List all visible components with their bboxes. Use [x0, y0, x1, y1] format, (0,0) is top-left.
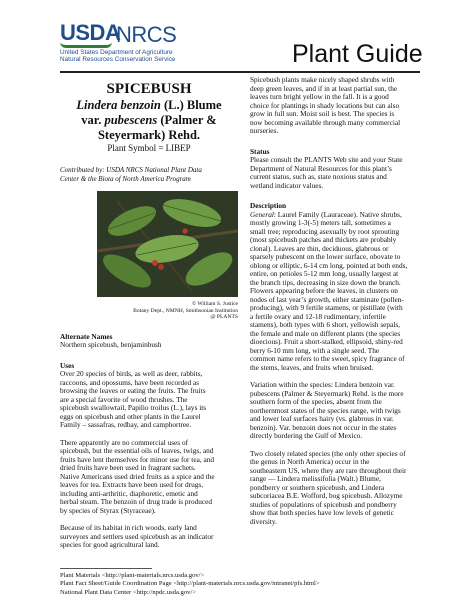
status-heading: Status: [250, 146, 270, 156]
footer-link-plant-materials[interactable]: Plant Materials <http://plant-materials.nrcs.usda.gov/>: [60, 572, 205, 579]
usda-logo-text: USDA: [60, 20, 121, 45]
contributor-note: Contributed by: USDA NRCS National Plant Data Center & the Biota of North America Program: [60, 166, 202, 183]
species-title-block: [60, 80, 238, 154]
alternate-names-text: Northern spicebush, benjaminbush: [60, 340, 162, 350]
department-text: United States Department of Agriculture Natural Resources Conservation Service: [60, 49, 176, 64]
footer-link-coordination-page[interactable]: Plant Fact Sheet/Guide Coordination Page <http://plant-materials.nrcs.usda.gov/intranet/pfs.html>: [60, 580, 320, 588]
status-paragraph: Please consult the PLANTS Web site and your State Department of Natural Resources for this plant’s current status, such as, state noxious status and wetland indicator values.: [250, 155, 403, 190]
page-header: [0, 0, 474, 72]
description-heading: Description: [250, 201, 287, 210]
common-name: SPICEBUSH: [106, 81, 192, 97]
description-paragraph: General: Laurel Family (Lauraceae). Native shrubs, mostly growing 1-3(-5) meters tall, sometimes a small tree; reproducing asexually by root sprouting (most spicebush patches and thickets are probably clonal). Leaves are thin, deciduous, glabrous or sparsely pubescent on the lower surface, obovate to oblong or elliptic, 6-14 cm long, pointed at both ends, entire, on petioles 5-12 mm long, usually largest at the branch tips, decreasing in size down the branch. Flowers appearing before the leaves, in clusters on nodes of last year’s growth, either staminate (pollen- producing), with 9 fertile stamens, or pistillate (with a fertile ovary and 12-18 rudimentary, infertile stamens), both types with 6 short, yellowish sepals, the female and male on different plants (the species dioecious). Fruit a short-stalked, ellipsoid, shiny-red berry 6-10 mm long, with a single seed. The common name refers to the sweet, spicy fragrance of the stems, leaves, and fruits when bruised.: [250, 209, 408, 372]
footer-divider: [60, 568, 152, 569]
alternate-names-heading: Alternate Names: [60, 331, 113, 341]
page-footer: [60, 568, 420, 597]
related-species-paragraph: Two closely related species (the only other species of the genus in North America) occur in the southeastern US, where they are rare throughout their range — Lindera melissifolia (Walt.) Blume, pondberry or southern spicebush, and Lindera subcoriacea B.E. Wofford, bog spicebush. Allozyme studies of populations of spicebush and pondberry show that both species have low levels of genetic diversity.: [250, 448, 407, 526]
usda-nrcs-logo: [60, 20, 220, 64]
leaf-illustration: [97, 191, 238, 297]
uses-paragraph-2: There apparently are no commercial uses of spicebush, but the essential oils of leaves, twigs, and fruits have lent themselves for minor use for tea, and dried fruits have been used in fragrant sachets. Native Americans used dried fruits as a spice and the leaves for tea. Extracts have been used for drugs, including anti-arthritic, diaphoretic, emetic and herbal steam. The benzoin of drug trade is produced by species of Styrax (Styraceae).: [60, 437, 215, 515]
uses-heading: Uses: [60, 360, 75, 370]
footer-link-npdc[interactable]: National Plant Data Center <http://npdc.usda.gov/>: [60, 588, 196, 596]
right-column: [250, 76, 420, 526]
photo-credit: © William S. Justice Botany Dept., NMNH, Smithsonian Institution @ PLANTS: [133, 301, 238, 321]
intro-paragraph: Spicebush plants make nicely shaped shrubs with deep green leaves, and if in at least partial sun, the leaves turn bright yellow in the fall. It is a good choice for plantings in shady locations but can also grow in full sun. Moist soil is best. The species is now becoming available through many commercial nurseries.: [250, 75, 401, 135]
scientific-name: Lindera benzoin (L.) Blume var. pubescens (Palmer & Steyermark) Rehd.: [76, 98, 222, 142]
nrcs-logo-text: NRCS: [116, 22, 177, 47]
uses-paragraph-1: Over 20 species of birds, as well as deer, rabbits, raccoons, and opossums, have been recorded as browsing the leaves or eating the fruits. The fruits are a special favorite of wood thrushes. The spicebush swallowtail, Papilio troilus (L.), lays its eggs on spicebush and other plants in the Laurel Family – sassafras, redbay, and camphortree.: [60, 369, 207, 430]
spicebush-leaves-photo: [97, 191, 238, 297]
left-column: [60, 76, 238, 550]
usda-swoosh-icon: [60, 42, 112, 48]
header-divider: [60, 71, 420, 73]
general-label: General: [250, 209, 274, 219]
guide-title: Plant Guide: [292, 40, 423, 68]
plant-symbol: Plant Symbol = LIBEP: [107, 143, 191, 153]
uses-paragraph-3: Because of its habitat in rich woods, early land surveyors and settlers used spicebush as an indicator species for good agricultural land.: [60, 523, 214, 550]
variation-paragraph: Variation within the species: Lindera benzoin var. pubescens (Palmer & Steyermark) Rehd. is the more southern form of the species, absent from the northernmost states of the species range, with twigs and lower leaf surfaces hairy (vs. glabrous in var. benzoin). Var. benzoin does not occur in the states directly bordering the Gulf of Mexico.: [250, 380, 404, 440]
